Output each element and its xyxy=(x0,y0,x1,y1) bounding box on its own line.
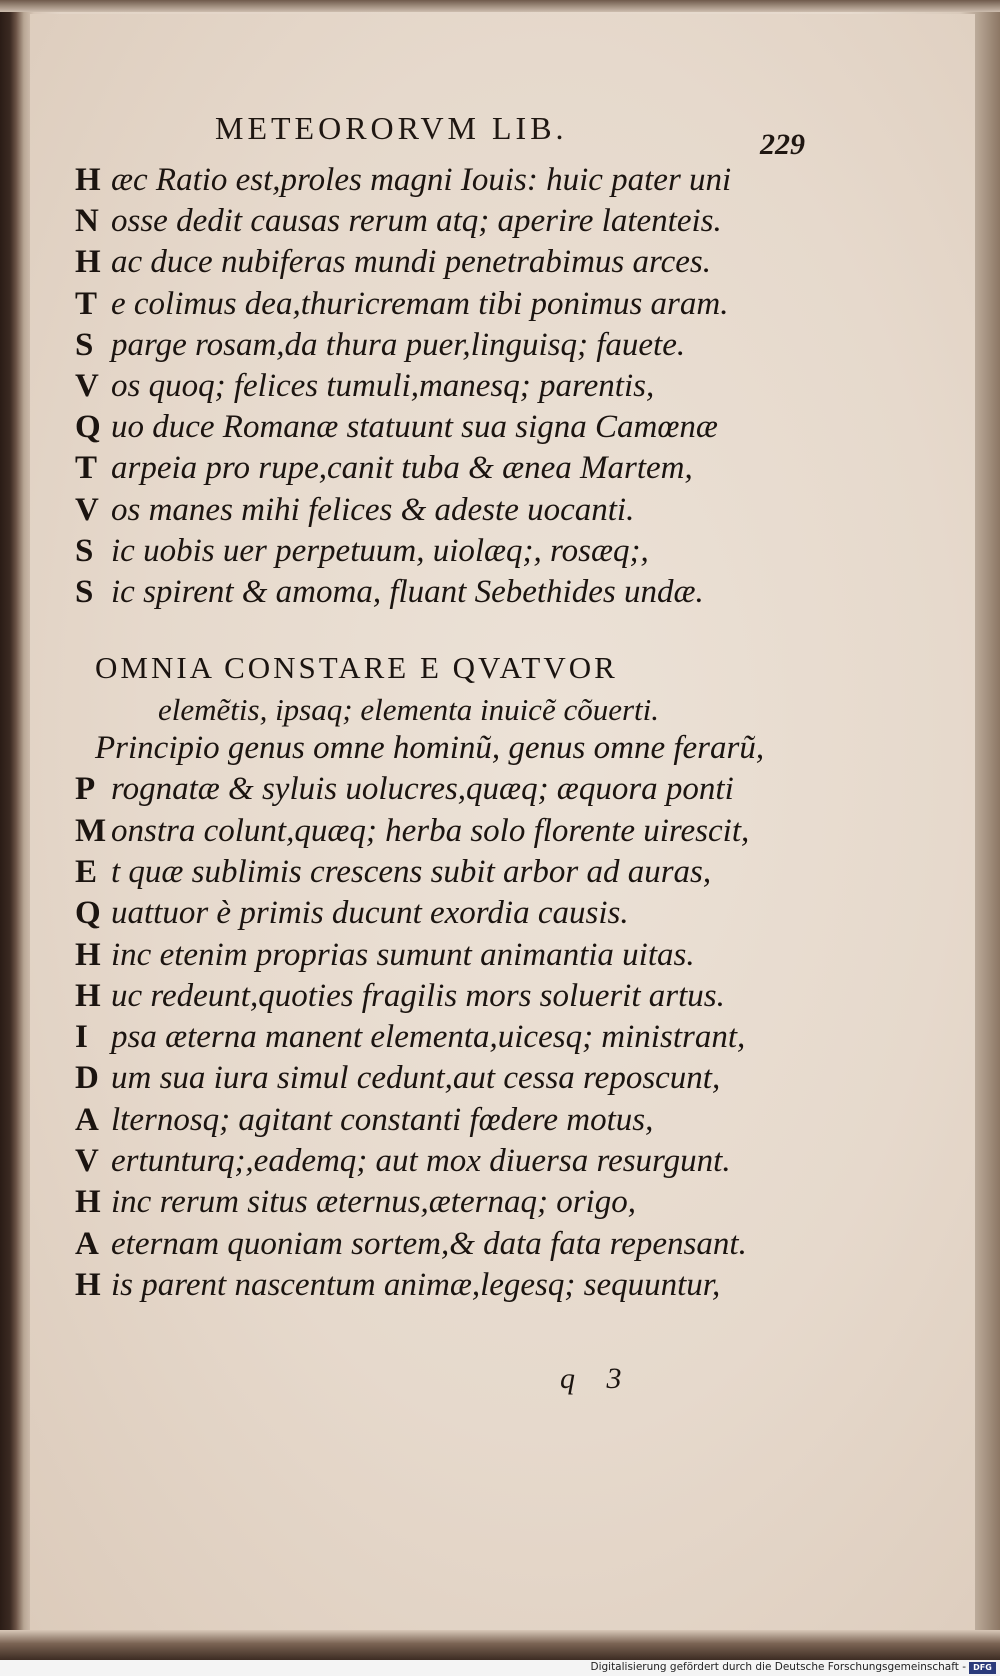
verse-text: inc etenim proprias sumunt animantia uitas. xyxy=(111,936,695,973)
verse-initial: Q xyxy=(75,409,101,446)
verse-line xyxy=(75,531,649,571)
verse-line xyxy=(75,284,728,324)
verse-line xyxy=(75,935,695,975)
verse-initial: T xyxy=(75,450,98,487)
verse-initial: E xyxy=(75,853,98,890)
verse-line xyxy=(75,1224,747,1264)
section-heading: OMNIA CONSTARE E QVATVOR xyxy=(95,650,618,685)
verse-line xyxy=(75,325,685,365)
verse-text: t quæ sublimis crescens subit arbor ad auras, xyxy=(111,853,712,890)
verse-text: osse dedit causas rerum atq; aperire latenteis. xyxy=(111,203,722,240)
verse-text: onstra colunt,quæq; herba solo florente uirescit, xyxy=(111,812,750,849)
verse-text: eternam quoniam sortem,& data fata repensant. xyxy=(111,1225,747,1262)
page-number: 229 xyxy=(760,128,805,161)
verse-text: os quoq; felices tumuli,manesq; parentis, xyxy=(111,368,655,404)
verse-line xyxy=(95,728,764,768)
verse-initial: I xyxy=(75,1019,88,1056)
verse-initial: P xyxy=(75,771,96,808)
verse-initial: A xyxy=(75,1101,99,1138)
verse-line xyxy=(75,852,711,892)
verse-line xyxy=(75,366,654,406)
verse-initial: H xyxy=(75,244,101,281)
verse-line xyxy=(75,893,629,933)
dfg-logo: DFG xyxy=(969,1662,996,1674)
verse-line xyxy=(75,811,749,851)
verse-text: psa æterna manent elementa,uicesq; ministrant, xyxy=(111,1019,746,1056)
funding-credit: Digitalisierung gefördert durch die Deutsche Forschungsgemeinschaft - xyxy=(590,1661,966,1673)
verse-initial: V xyxy=(75,1143,99,1179)
verse-line xyxy=(75,1265,720,1305)
page-top-edge xyxy=(0,0,1000,12)
verse-text: e colimus dea,thuricremam tibi ponimus aram. xyxy=(111,285,729,322)
signature-mark: q 3 xyxy=(560,1362,634,1395)
verse-text: Principio genus omne hominũ, genus omne ferarũ, xyxy=(95,730,765,766)
verse-initial: T xyxy=(75,285,98,322)
verse-line xyxy=(75,1100,653,1140)
verse-text: ic spirent & amoma, fluant Sebethides undæ. xyxy=(111,574,704,610)
verse-line xyxy=(75,490,634,530)
verse-line xyxy=(75,1017,745,1057)
verse-text: arpeia pro rupe,canit tuba & ænea Martem, xyxy=(111,450,693,487)
verse-line xyxy=(75,1141,731,1181)
verse-initial: H xyxy=(75,977,101,1014)
verse-text: ertunturq;,eademq; aut mox diuersa resurgunt. xyxy=(111,1143,731,1179)
verse-text: uc redeunt,quoties fragilis mors soluerit artus. xyxy=(111,977,725,1014)
verse-text: is parent nascentum animæ,legesq; sequuntur, xyxy=(111,1266,721,1303)
verse-text: parge rosam,da thura puer,linguisq; fauete. xyxy=(111,326,686,363)
verse-initial: N xyxy=(75,203,99,240)
verse-text: æc Ratio est,proles magni Iouis: huic pater uni xyxy=(111,162,732,198)
verse-text: os manes mihi felices & adeste uocanti. xyxy=(111,491,635,528)
verse-initial: S xyxy=(75,532,94,569)
verse-line xyxy=(75,976,725,1016)
verse-text: ic uobis uer perpetuum, uiolæq;, rosæq;, xyxy=(111,532,649,569)
verse-line xyxy=(75,769,734,809)
verse-initial: S xyxy=(75,326,94,363)
verse-text: uo duce Romanæ statuunt sua signa Camœnæ xyxy=(111,409,718,446)
verse-line xyxy=(75,1058,720,1098)
verse-text: ac duce nubiferas mundi penetrabimus arces. xyxy=(111,244,712,281)
verse-initial: D xyxy=(75,1060,99,1097)
verse-line xyxy=(75,572,704,612)
verse-initial: H xyxy=(75,936,101,973)
section-subheading: elemẽtis, ipsaq; elementa inuicẽ cõuerti. xyxy=(158,692,660,727)
verse-text: uattuor è primis ducunt exordia causis. xyxy=(111,895,629,932)
verse-text: rognatæ & syluis uolucres,quæq; æquora ponti xyxy=(111,771,734,808)
page-bottom-edge xyxy=(0,1630,1000,1660)
verse-initial: H xyxy=(75,162,101,198)
running-head: METEORORVM LIB. xyxy=(215,110,568,146)
verse-line xyxy=(75,407,718,447)
verse-initial: H xyxy=(75,1184,101,1221)
verse-line xyxy=(75,160,731,200)
verse-line xyxy=(75,1182,636,1222)
verse-initial: S xyxy=(75,574,94,610)
verse-initial: H xyxy=(75,1266,101,1303)
verse-initial: A xyxy=(75,1225,99,1262)
verse-initial: Q xyxy=(75,895,101,932)
verse-text: inc rerum situs æternus,æternaq; origo, xyxy=(111,1184,636,1221)
verse-initial: V xyxy=(75,491,99,528)
verse-line xyxy=(75,201,722,241)
verse-text: lternosq; agitant constanti fœdere motus, xyxy=(111,1101,654,1138)
verse-line xyxy=(75,448,693,488)
verse-initial: V xyxy=(75,368,99,404)
verse-text: um sua iura simul cedunt,aut cessa reposcunt, xyxy=(111,1060,721,1097)
verse-initial: M xyxy=(75,812,107,849)
verse-line xyxy=(75,242,711,282)
